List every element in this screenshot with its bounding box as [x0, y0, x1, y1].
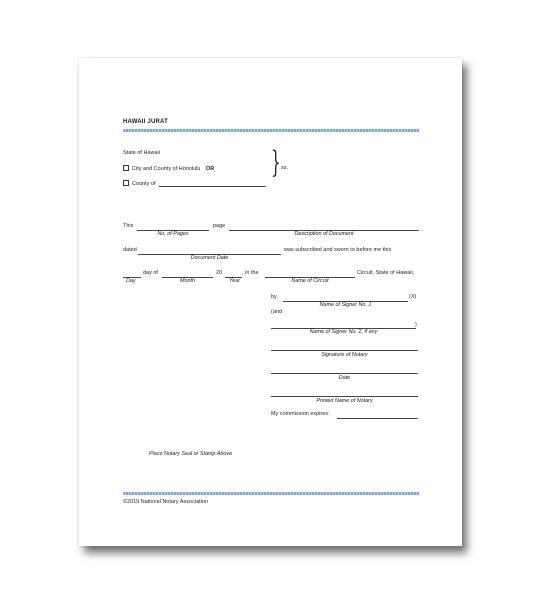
description-label: Description of Document [294, 231, 354, 237]
jurat-form-page [79, 58, 462, 546]
no-of-pages-label: No. of Pages [157, 231, 189, 237]
dated-word: dated [123, 247, 137, 253]
venue-brace: } [271, 145, 281, 180]
seal-text: Place Notary Seal or Stamp Above [149, 451, 233, 457]
and-word: (and [271, 309, 282, 315]
top-divider [123, 129, 419, 132]
in-the-word: , in the [242, 270, 259, 276]
ss-label: ss. [281, 165, 289, 171]
venue-option-honolulu[interactable] [123, 165, 214, 172]
date-line[interactable] [271, 373, 418, 374]
county-label: County of [132, 181, 156, 187]
form-title: HAWAII JURAT [123, 119, 168, 125]
bottom-divider [123, 492, 419, 495]
year-label: Year [229, 278, 241, 284]
circuit-label: Name of Circuit [291, 278, 329, 284]
signer2-label: Name of Signer No. 2, if any [309, 329, 378, 335]
close-paren: ) [415, 322, 417, 328]
x-marker: (X) [409, 294, 417, 300]
day-label: Day [126, 278, 136, 284]
document-date-label: Document Date [190, 255, 229, 261]
day-of-word: day of [143, 270, 158, 276]
checkbox-honolulu[interactable] [123, 165, 129, 171]
date-label: Date [338, 375, 351, 381]
printed-name-label: Printed Name of Notary [316, 398, 373, 404]
printed-name-line[interactable] [271, 396, 418, 397]
county-name-line[interactable] [159, 186, 266, 187]
page-word: page [213, 223, 226, 229]
notary-signature-line[interactable] [271, 350, 418, 351]
notary-signature-label: Signature of Notary [321, 352, 368, 358]
circuit-state-text: Circuit, State of Hawaii, [357, 270, 415, 276]
footer-copyright: ©2019 National Notary Association [123, 499, 209, 505]
honolulu-label: City and County of Honolulu [132, 166, 201, 172]
commission-line[interactable] [337, 418, 418, 419]
venue-state: State of Hawaii [123, 150, 161, 156]
venue-option-county[interactable] [123, 180, 156, 187]
year-prefix: 20 [216, 270, 223, 276]
or-word: OR [206, 166, 215, 172]
commission-label: My commission expires: [271, 411, 330, 417]
this-word: This [123, 223, 134, 229]
checkbox-county[interactable] [123, 180, 129, 186]
by-word: by [271, 294, 277, 300]
sworn-text: was subscribed and sworn to before me this [284, 247, 392, 253]
month-label: Month [180, 278, 195, 284]
signer1-label: Name of Signer No. 1 [319, 302, 372, 308]
